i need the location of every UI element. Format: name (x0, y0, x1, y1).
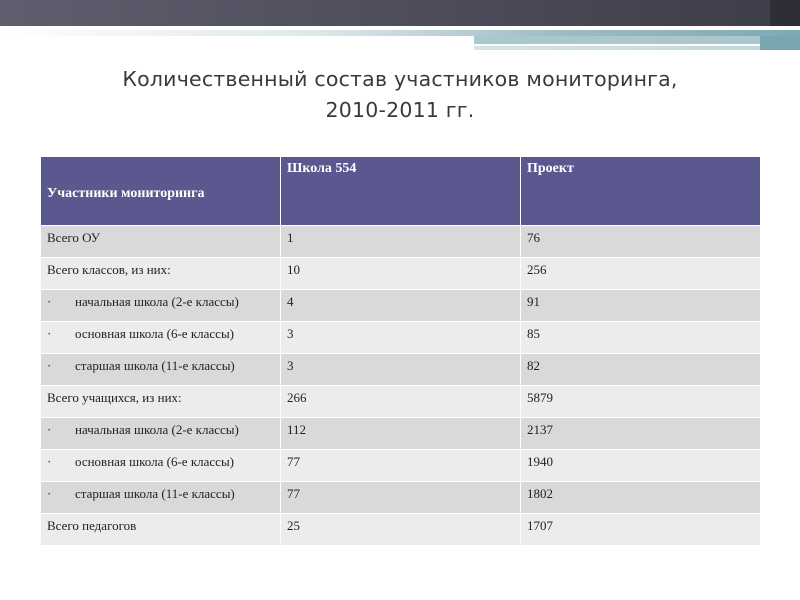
row-label: Всего учащихся, из них: (41, 386, 281, 418)
table-row (41, 386, 761, 418)
row-project-value: 1940 (521, 450, 761, 482)
row-label: · начальная школа (2-е классы) (41, 418, 281, 450)
row-school-value: 10 (281, 258, 521, 290)
row-school-value: 4 (281, 290, 521, 322)
row-project-value: 91 (521, 290, 761, 322)
bullet-icon: · (47, 422, 52, 437)
table-row (41, 482, 761, 514)
row-school-value: 112 (281, 418, 521, 450)
table-row (41, 514, 761, 546)
table-row (41, 290, 761, 322)
row-label: Всего педагогов (41, 514, 281, 546)
row-school-value: 25 (281, 514, 521, 546)
decorative-stripe-thin (474, 46, 800, 50)
table-row (41, 322, 761, 354)
row-project-value: 85 (521, 322, 761, 354)
bullet-icon: · (47, 358, 52, 373)
header-school-554: Школа 554 (281, 157, 521, 226)
row-school-value: 266 (281, 386, 521, 418)
bullet-icon: · (47, 294, 52, 309)
row-project-value: 1707 (521, 514, 761, 546)
header-participants: Участники мониторинга (41, 157, 281, 226)
row-label: · основная школа (6-е классы) (41, 450, 281, 482)
top-banner (0, 0, 800, 26)
bullet-icon: · (47, 486, 52, 501)
decorative-block (474, 36, 800, 44)
table-row (41, 354, 761, 386)
row-school-value: 1 (281, 226, 521, 258)
decorative-corner-block (760, 36, 800, 50)
row-school-value: 3 (281, 322, 521, 354)
bullet-icon: · (47, 454, 52, 469)
row-project-value: 5879 (521, 386, 761, 418)
table-row (41, 226, 761, 258)
slide-title-line-2: 2010-2011 гг. (325, 98, 475, 122)
row-label: · старшая школа (11-е классы) (41, 482, 281, 514)
monitoring-table (40, 156, 761, 546)
table-row (41, 418, 761, 450)
table-row (41, 258, 761, 290)
row-project-value: 1802 (521, 482, 761, 514)
row-project-value: 2137 (521, 418, 761, 450)
row-school-value: 77 (281, 450, 521, 482)
row-school-value: 77 (281, 482, 521, 514)
table-row (41, 450, 761, 482)
row-school-value: 3 (281, 354, 521, 386)
row-project-value: 76 (521, 226, 761, 258)
row-label: Всего классов, из них: (41, 258, 281, 290)
row-project-value: 82 (521, 354, 761, 386)
bullet-icon: · (47, 326, 52, 341)
row-label: Всего ОУ (41, 226, 281, 258)
row-label: · основная школа (6-е классы) (41, 322, 281, 354)
table-header-row (41, 157, 761, 226)
slide-title-line-1: Количественный состав участников мониторинга, (122, 67, 678, 91)
row-project-value: 256 (521, 258, 761, 290)
top-banner-corner (770, 0, 800, 26)
row-label: · начальная школа (2-е классы) (41, 290, 281, 322)
header-project: Проект (521, 157, 761, 226)
slide-title (40, 64, 760, 126)
row-label: · старшая школа (11-е классы) (41, 354, 281, 386)
